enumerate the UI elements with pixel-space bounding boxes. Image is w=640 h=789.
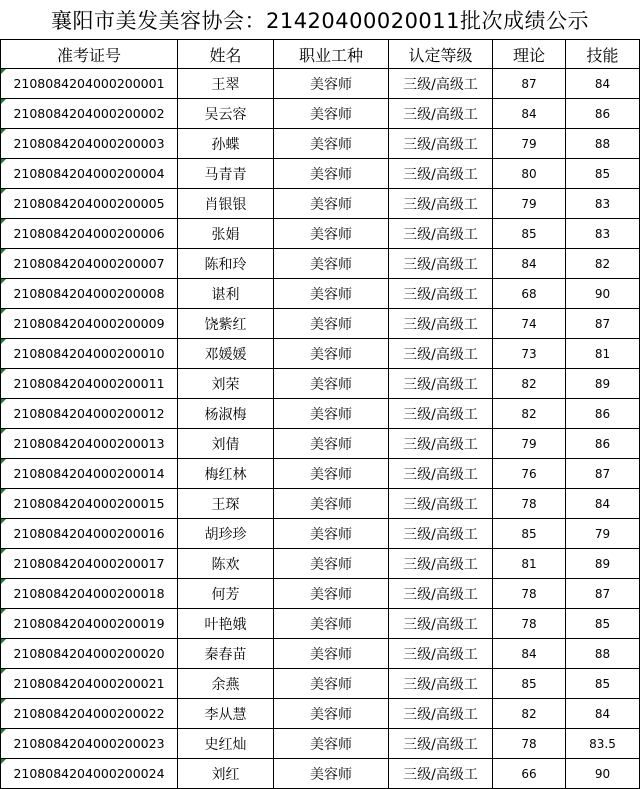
cell-occupation[interactable]: 美容师 (274, 129, 389, 159)
cell-occupation[interactable]: 美容师 (274, 189, 389, 219)
cell-skill[interactable]: 84 (566, 69, 640, 99)
cell-name[interactable]: 陈和玲 (178, 249, 274, 279)
cell-occupation[interactable]: 美容师 (274, 339, 389, 369)
cell-skill[interactable]: 84 (566, 489, 640, 519)
cell-occupation[interactable]: 美容师 (274, 159, 389, 189)
cell-name[interactable]: 史红灿 (178, 729, 274, 759)
cell-exam-id[interactable]: 2108084204000200003 (1, 129, 178, 159)
cell-occupation[interactable]: 美容师 (274, 459, 389, 489)
cell-name[interactable]: 王翠 (178, 69, 274, 99)
cell-level[interactable]: 三级/高级工 (389, 249, 493, 279)
cell-skill[interactable]: 89 (566, 369, 640, 399)
cell-occupation[interactable]: 美容师 (274, 369, 389, 399)
table-row[interactable] (1, 669, 640, 699)
cell-name[interactable]: 杨淑梅 (178, 399, 274, 429)
cell-name[interactable]: 梅红林 (178, 459, 274, 489)
table-body (1, 69, 640, 789)
cell-level[interactable]: 三级/高级工 (389, 399, 493, 429)
cell-theory[interactable]: 85 (493, 219, 566, 249)
header-row (1, 40, 640, 69)
cell-skill[interactable]: 82 (566, 249, 640, 279)
cell-level[interactable]: 三级/高级工 (389, 759, 493, 789)
cell-exam-id[interactable]: 2108084204000200014 (1, 459, 178, 489)
table-row[interactable] (1, 729, 640, 759)
cell-skill[interactable]: 85 (566, 669, 640, 699)
cell-name[interactable]: 孙蝶 (178, 129, 274, 159)
cell-exam-id[interactable]: 2108084204000200010 (1, 339, 178, 369)
cell-name[interactable]: 余燕 (178, 669, 274, 699)
cell-name[interactable]: 秦春苗 (178, 639, 274, 669)
cell-exam-id[interactable]: 2108084204000200009 (1, 309, 178, 339)
cell-level[interactable]: 三级/高级工 (389, 609, 493, 639)
cell-level[interactable]: 三级/高级工 (389, 159, 493, 189)
cell-name[interactable]: 吴云容 (178, 99, 274, 129)
header-occupation: 职业工种 (274, 40, 389, 69)
cell-exam-id[interactable]: 2108084204000200018 (1, 579, 178, 609)
table-row[interactable] (1, 489, 640, 519)
cell-exam-id[interactable]: 2108084204000200011 (1, 369, 178, 399)
cell-theory[interactable]: 87 (493, 69, 566, 99)
cell-skill[interactable]: 88 (566, 639, 640, 669)
table-row[interactable] (1, 609, 640, 639)
cell-theory[interactable]: 73 (493, 339, 566, 369)
cell-theory[interactable]: 78 (493, 729, 566, 759)
table-row[interactable] (1, 249, 640, 279)
cell-level[interactable]: 三级/高级工 (389, 69, 493, 99)
table-row[interactable] (1, 189, 640, 219)
table-row[interactable] (1, 219, 640, 249)
cell-name[interactable]: 邓媛媛 (178, 339, 274, 369)
cell-occupation[interactable]: 美容师 (274, 549, 389, 579)
cell-theory[interactable]: 85 (493, 519, 566, 549)
cell-occupation[interactable]: 美容师 (274, 579, 389, 609)
cell-exam-id[interactable]: 2108084204000200005 (1, 189, 178, 219)
table-row[interactable] (1, 549, 640, 579)
cell-level[interactable]: 三级/高级工 (389, 669, 493, 699)
table-row[interactable] (1, 429, 640, 459)
cell-skill[interactable]: 79 (566, 519, 640, 549)
table-row[interactable] (1, 699, 640, 729)
cell-theory[interactable]: 76 (493, 459, 566, 489)
table-row[interactable] (1, 279, 640, 309)
table-row[interactable] (1, 309, 640, 339)
cell-occupation[interactable]: 美容师 (274, 519, 389, 549)
cell-level[interactable]: 三级/高级工 (389, 699, 493, 729)
cell-name[interactable]: 胡珍珍 (178, 519, 274, 549)
cell-theory[interactable]: 84 (493, 249, 566, 279)
cell-skill[interactable]: 81 (566, 339, 640, 369)
cell-occupation[interactable]: 美容师 (274, 699, 389, 729)
cell-level[interactable]: 三级/高级工 (389, 189, 493, 219)
cell-name[interactable]: 王琛 (178, 489, 274, 519)
cell-occupation[interactable]: 美容师 (274, 669, 389, 699)
score-table (0, 39, 640, 789)
cell-theory[interactable]: 82 (493, 369, 566, 399)
cell-exam-id[interactable]: 2108084204000200006 (1, 219, 178, 249)
cell-name[interactable]: 何芳 (178, 579, 274, 609)
cell-name[interactable]: 李从慧 (178, 699, 274, 729)
cell-exam-id[interactable]: 2108084204000200004 (1, 159, 178, 189)
cell-theory[interactable]: 84 (493, 99, 566, 129)
cell-skill[interactable]: 90 (566, 759, 640, 789)
cell-level[interactable]: 三级/高级工 (389, 99, 493, 129)
cell-name[interactable]: 刘荣 (178, 369, 274, 399)
cell-occupation[interactable]: 美容师 (274, 69, 389, 99)
cell-exam-id[interactable]: 2108084204000200023 (1, 729, 178, 759)
cell-theory[interactable]: 80 (493, 159, 566, 189)
cell-theory[interactable]: 81 (493, 549, 566, 579)
table-row[interactable] (1, 759, 640, 789)
table-row[interactable] (1, 639, 640, 669)
cell-exam-id[interactable]: 2108084204000200017 (1, 549, 178, 579)
table-row[interactable] (1, 69, 640, 99)
cell-exam-id[interactable]: 2108084204000200020 (1, 639, 178, 669)
cell-name[interactable]: 刘红 (178, 759, 274, 789)
table-row[interactable] (1, 159, 640, 189)
header-name: 姓名 (178, 40, 274, 69)
cell-exam-id[interactable]: 2108084204000200022 (1, 699, 178, 729)
cell-name[interactable]: 马青青 (178, 159, 274, 189)
header-exam-id: 准考证号 (1, 40, 178, 69)
cell-occupation[interactable]: 美容师 (274, 429, 389, 459)
cell-skill[interactable]: 83.5 (566, 729, 640, 759)
cell-exam-id[interactable]: 2108084204000200002 (1, 99, 178, 129)
cell-name[interactable]: 刘倩 (178, 429, 274, 459)
cell-name[interactable]: 肖银银 (178, 189, 274, 219)
cell-exam-id[interactable]: 2108084204000200013 (1, 429, 178, 459)
cell-level[interactable]: 三级/高级工 (389, 369, 493, 399)
cell-skill[interactable]: 89 (566, 549, 640, 579)
cell-level[interactable]: 三级/高级工 (389, 279, 493, 309)
cell-theory[interactable]: 85 (493, 669, 566, 699)
cell-level[interactable]: 三级/高级工 (389, 309, 493, 339)
cell-exam-id[interactable]: 2108084204000200016 (1, 519, 178, 549)
cell-skill[interactable]: 90 (566, 279, 640, 309)
cell-occupation[interactable]: 美容师 (274, 99, 389, 129)
cell-skill[interactable]: 87 (566, 579, 640, 609)
cell-occupation[interactable]: 美容师 (274, 609, 389, 639)
cell-theory[interactable]: 68 (493, 279, 566, 309)
header-skill: 技能 (566, 40, 640, 69)
table-row[interactable] (1, 369, 640, 399)
cell-skill[interactable]: 87 (566, 459, 640, 489)
cell-theory[interactable]: 74 (493, 309, 566, 339)
cell-exam-id[interactable]: 2108084204000200015 (1, 489, 178, 519)
cell-level[interactable]: 三级/高级工 (389, 519, 493, 549)
cell-exam-id[interactable]: 2108084204000200012 (1, 399, 178, 429)
cell-skill[interactable]: 86 (566, 429, 640, 459)
cell-level[interactable]: 三级/高级工 (389, 219, 493, 249)
table-row[interactable] (1, 99, 640, 129)
cell-theory[interactable]: 66 (493, 759, 566, 789)
table-row[interactable] (1, 399, 640, 429)
cell-exam-id[interactable]: 2108084204000200007 (1, 249, 178, 279)
cell-level[interactable]: 三级/高级工 (389, 549, 493, 579)
cell-skill[interactable]: 86 (566, 399, 640, 429)
cell-level[interactable]: 三级/高级工 (389, 729, 493, 759)
cell-name[interactable]: 饶紫红 (178, 309, 274, 339)
cell-level[interactable]: 三级/高级工 (389, 579, 493, 609)
cell-theory[interactable]: 79 (493, 429, 566, 459)
cell-name[interactable]: 陈欢 (178, 549, 274, 579)
cell-theory[interactable]: 78 (493, 489, 566, 519)
cell-occupation[interactable]: 美容师 (274, 729, 389, 759)
header-level: 认定等级 (389, 40, 493, 69)
cell-exam-id[interactable]: 2108084204000200008 (1, 279, 178, 309)
cell-theory[interactable]: 82 (493, 699, 566, 729)
table-row[interactable] (1, 459, 640, 489)
cell-name[interactable]: 叶艳娥 (178, 609, 274, 639)
cell-occupation[interactable]: 美容师 (274, 399, 389, 429)
cell-skill[interactable]: 88 (566, 129, 640, 159)
cell-exam-id[interactable]: 2108084204000200001 (1, 69, 178, 99)
cell-occupation[interactable]: 美容师 (274, 759, 389, 789)
cell-occupation[interactable]: 美容师 (274, 249, 389, 279)
cell-level[interactable]: 三级/高级工 (389, 429, 493, 459)
cell-skill[interactable]: 85 (566, 609, 640, 639)
cell-occupation[interactable]: 美容师 (274, 219, 389, 249)
table-row[interactable] (1, 129, 640, 159)
cell-skill[interactable]: 83 (566, 189, 640, 219)
cell-theory[interactable]: 82 (493, 399, 566, 429)
table-row[interactable] (1, 519, 640, 549)
cell-exam-id[interactable]: 2108084204000200021 (1, 669, 178, 699)
cell-theory[interactable]: 78 (493, 579, 566, 609)
cell-name[interactable]: 张娟 (178, 219, 274, 249)
table-row[interactable] (1, 339, 640, 369)
header-theory: 理论 (493, 40, 566, 69)
cell-name[interactable]: 谌利 (178, 279, 274, 309)
cell-theory[interactable]: 78 (493, 609, 566, 639)
cell-exam-id[interactable]: 2108084204000200019 (1, 609, 178, 639)
cell-skill[interactable]: 85 (566, 159, 640, 189)
cell-theory[interactable]: 79 (493, 129, 566, 159)
page-title: 襄阳市美发美容协会：21420400020011批次成绩公示 (50, 8, 590, 33)
cell-level[interactable]: 三级/高级工 (389, 639, 493, 669)
cell-skill[interactable]: 84 (566, 699, 640, 729)
cell-occupation[interactable]: 美容师 (274, 279, 389, 309)
cell-level[interactable]: 三级/高级工 (389, 129, 493, 159)
cell-occupation[interactable]: 美容师 (274, 639, 389, 669)
cell-theory[interactable]: 84 (493, 639, 566, 669)
cell-theory[interactable]: 79 (493, 189, 566, 219)
cell-occupation[interactable]: 美容师 (274, 489, 389, 519)
cell-level[interactable]: 三级/高级工 (389, 339, 493, 369)
cell-skill[interactable]: 83 (566, 219, 640, 249)
cell-skill[interactable]: 87 (566, 309, 640, 339)
cell-occupation[interactable]: 美容师 (274, 309, 389, 339)
cell-level[interactable]: 三级/高级工 (389, 489, 493, 519)
cell-level[interactable]: 三级/高级工 (389, 459, 493, 489)
table-row[interactable] (1, 579, 640, 609)
cell-skill[interactable]: 86 (566, 99, 640, 129)
cell-exam-id[interactable]: 2108084204000200024 (1, 759, 178, 789)
